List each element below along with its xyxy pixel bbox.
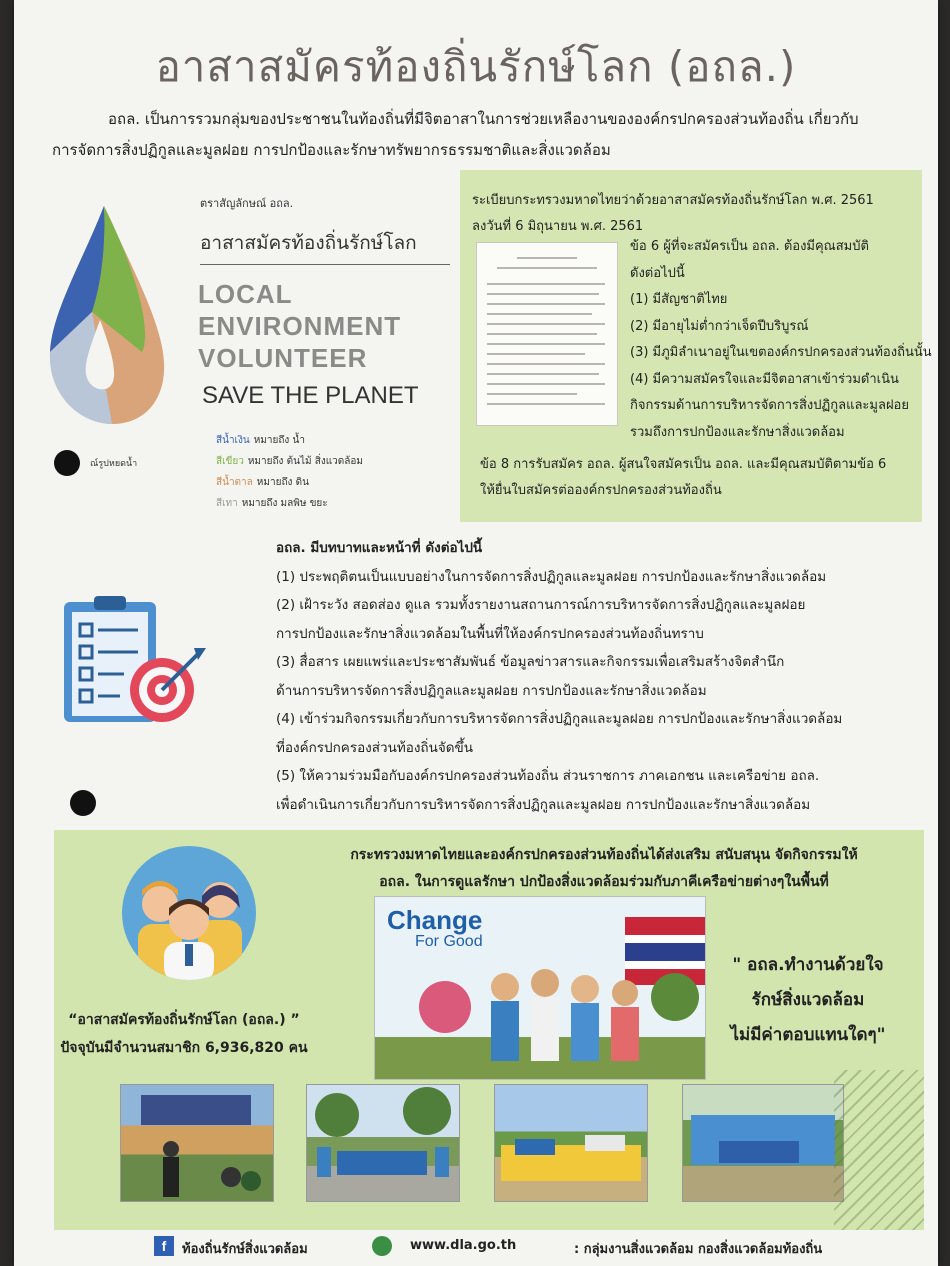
page-title: อาสาสมัครท้องถิ่นรักษ์โลก (อถล.) <box>155 42 797 91</box>
legend-color-name: สีน้ำตาล <box>216 477 253 488</box>
duty-line: (4) เข้าร่วมกิจกรรมเกี่ยวกับการบริหารจัดการสิ่งปฏิกูลและมูลฝอย การปกป้องและรักษาสิ่งแวดล้อม <box>276 711 843 727</box>
activity-photo <box>306 1084 460 1202</box>
legend-item <box>216 430 363 451</box>
intro-paragraph <box>52 104 912 166</box>
office-name: : กลุ่มงานสิ่งแวดล้อม กองสิ่งแวดล้อมท้องถิ่น <box>574 1242 823 1257</box>
photo-group <box>495 1085 647 1201</box>
clause-line: ดังต่อไปนี้ <box>630 265 685 281</box>
quote-line: รักษ์สิ่งแวดล้อม <box>751 990 865 1010</box>
flyer-page <box>14 0 938 1266</box>
duty-line: การปกป้องและรักษาสิ่งแวดล้อมในพื้นที่ให้องค์กรปกครองส่วนท้องถิ่นทราบ <box>276 625 704 642</box>
clause-8 <box>480 452 910 504</box>
regulation-heading-line: ระเบียบกระทรวงมหาดไทยว่าด้วยอาสาสมัครท้องถิ่นรักษ์โลก พ.ศ. 2561 <box>472 193 874 208</box>
duty-line: ด้านการบริหารจัดการสิ่งปฏิกูลและมูลฝอย การปกป้องและรักษาสิ่งแวดล้อม <box>276 682 707 699</box>
photo-group <box>683 1085 843 1201</box>
clause-line: (2) มีอายุไม่ต่ำกว่าเจ็ดปีบริบูรณ์ <box>630 318 809 334</box>
clause-line: (1) มีสัญชาติไทย <box>630 292 728 307</box>
clause-line: ให้ยื่นใบสมัครต่อองค์กรปกครองส่วนท้องถิ่น <box>480 483 722 498</box>
duty-line: (3) สื่อสาร เผยแพร่และประชาสัมพันธ์ ข้อมูลข่าวสารและกิจกรรมเพื่อเสริมสร้างจิตสำนึก <box>276 654 785 670</box>
logo-caption: ตราสัญลักษณ์ อถล. <box>200 197 294 210</box>
legend-meaning: หมายถึง ต้นไม้ สิ่งแวดล้อม <box>247 456 364 467</box>
facebook-page-name: ท้องถิ่นรักษ์สิ่งแวดล้อม <box>182 1242 308 1257</box>
duty-line: (2) เฝ้าระวัง สอดส่อง ดูแล รวมทั้งรายงานสถานการณ์การบริหารจัดการสิ่งปฏิกูลและมูลฝอย <box>276 597 806 613</box>
duty-line: (1) ประพฤติตนเป็นแบบอย่างในการจัดการสิ่งปฏิกูลและมูลฝอย การปกป้องและรักษาสิ่งแวดล้อม <box>276 568 827 585</box>
punch-hole <box>70 790 96 816</box>
quote-line: ไม่มีค่าตอบแทนใดๆ" <box>730 1025 886 1045</box>
poster-change: Change <box>387 905 483 935</box>
legend-color-name: สีเขียว <box>216 456 244 467</box>
clause-line: (4) มีความสมัครใจและมีจิตอาสาเข้าร่วมดำเนิน <box>630 371 899 387</box>
support-text <box>304 842 904 896</box>
volunteers-illustration <box>122 846 256 980</box>
duty-line: (5) ให้ความร่วมมือกับองค์กรปกครองส่วนท้องถิ่น ส่วนราชการ ภาคเอกชน และเครือข่าย อถล. <box>276 768 820 784</box>
logo-en-line: LOCAL <box>198 279 293 309</box>
photo-group <box>307 1085 459 1201</box>
legend-color-name: สีเทา <box>216 498 238 509</box>
activity-photo <box>494 1084 648 1202</box>
clause-line: ข้อ 6 ผู้ที่จะสมัครเป็น อถล. ต้องมีคุณสมบัติ <box>630 239 869 254</box>
regulation-heading <box>472 188 922 240</box>
logo-thai-name: อาสาสมัครท้องถิ่นรักษ์โลก <box>200 228 450 265</box>
poster-photo <box>375 897 705 1079</box>
regulation-heading-line: ลงวันที่ 6 มิถุนายน พ.ศ. 2561 <box>472 219 644 234</box>
clause-line: รวมถึงการปกป้องและรักษาสิ่งแวดล้อม <box>630 424 845 440</box>
water-drop-logo-icon <box>42 202 172 432</box>
legend-item <box>216 472 363 493</box>
activity-photo <box>120 1084 274 1202</box>
legend-meaning: หมายถึง ดิน <box>256 477 309 488</box>
support-line: อถล. ในการดูแลรักษา ปกป้องสิ่งแวดล้อมร่วมกับภาคีเครือข่ายต่างๆในพื้นที่ <box>379 874 829 890</box>
quote-line: " อถล.ทำงานด้วยใจ <box>732 955 884 975</box>
clipboard-target-icon <box>58 592 208 730</box>
clause-line: (3) มีภูมิลำเนาอยู่ในเขตองค์กรปกครองส่วนท้องถิ่นนั้น <box>630 345 932 360</box>
quote-text <box>708 948 908 1053</box>
color-legend <box>216 430 363 514</box>
legend-meaning: หมายถึง มลพิษ ขยะ <box>241 498 328 509</box>
intro-line: อถล. เป็นการรวมกลุ่มของประชาชนในท้องถิ่นที่มีจิตอาสาในการช่วยเหลืองานขององค์กรปกครองส่วนท้องถิ่น เกี่ยวกับ <box>108 110 859 128</box>
clause-line: ข้อ 8 การรับสมัคร อถล. ผู้สนใจสมัครเป็น อถล. และมีคุณสมบัติตามข้อ 6 <box>480 457 887 472</box>
logo-en-line: VOLUNTEER <box>198 343 368 373</box>
logo-section <box>32 186 462 516</box>
duty-line: เพื่อดำเนินการเกี่ยวกับการบริหารจัดการสิ่งปฏิกูลและมูลฝอย การปกป้องและรักษาสิ่งแวดล้อม <box>276 796 811 813</box>
clause-6-list <box>630 234 932 446</box>
activity-photo <box>682 1084 844 1202</box>
duties-section <box>276 534 916 819</box>
facebook-icon: f <box>154 1236 174 1256</box>
change-for-good-poster <box>374 896 706 1080</box>
intro-line: การจัดการสิ่งปฏิกูลและมูลฝอย การปกป้องและรักษาทรัพยากรธรรมชาติและสิ่งแวดล้อม <box>52 141 611 159</box>
duties-heading: อถล. มีบทบาทและหน้าที่ ดังต่อไปนี้ <box>276 540 483 556</box>
clause-line: กิจกรรมด้านการบริหารจัดการสิ่งปฏิกูลและมูลฝอย <box>630 398 909 413</box>
regulation-document-thumbnail <box>476 242 618 426</box>
members-line: ปัจจุบันมีจำนวนสมาชิก 6,936,820 คน <box>60 1040 308 1056</box>
website-url: www.dla.go.th <box>410 1238 517 1253</box>
poster-for-good: For Good <box>415 933 483 950</box>
legend-color-name: สีน้ำเงิน <box>216 435 250 446</box>
globe-icon <box>372 1236 392 1256</box>
members-line: “อาสาสมัครท้องถิ่นรักษ์โลก (อถล.) ” <box>68 1012 300 1028</box>
footer <box>154 1232 934 1262</box>
legend-meaning: หมายถึง น้ำ <box>253 435 305 446</box>
support-box <box>54 830 924 1230</box>
logo-en-line: ENVIRONMENT <box>198 311 402 341</box>
legend-item <box>216 493 363 514</box>
duty-line: ที่องค์กรปกครองส่วนท้องถิ่นจัดขึ้น <box>276 739 473 756</box>
save-the-planet-text: SAVE THE PLANET <box>202 382 419 409</box>
legend-item <box>216 451 363 472</box>
logo-english-name <box>198 278 401 374</box>
people-icon <box>122 846 256 980</box>
regulation-box <box>460 170 932 522</box>
decorative-stripes <box>834 1070 924 1230</box>
support-line: กระทรวงมหาดไทยและองค์กรปกครองส่วนท้องถิ่นได้ส่งเสริม สนับสนุน จัดกิจกรรมให้ <box>350 847 858 863</box>
members-count <box>54 1006 314 1062</box>
photo-people <box>121 1085 273 1201</box>
drop-caption: ณ์รูปหยดน้ำ <box>90 459 138 469</box>
